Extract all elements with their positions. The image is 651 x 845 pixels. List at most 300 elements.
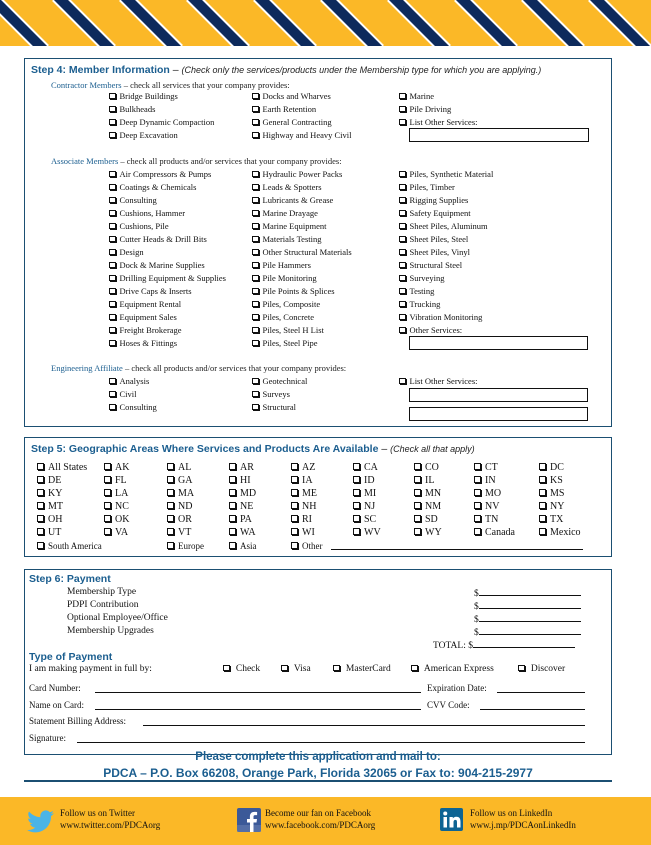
checkbox-label: Deep Dynamic Compaction <box>119 117 215 127</box>
diagonal-stripes <box>0 0 651 46</box>
geo-area-checkbox[interactable] <box>37 540 102 552</box>
checkbox-icon <box>109 378 116 385</box>
contractor-service-checkbox[interactable] <box>109 104 155 115</box>
checkbox-icon <box>518 665 525 672</box>
geo-area-checkbox[interactable] <box>229 475 251 487</box>
checkbox-icon <box>291 476 298 483</box>
checkbox-label: Vibration Monitoring <box>409 312 483 322</box>
geo-area-checkbox[interactable] <box>167 462 191 474</box>
contractor-service-checkbox[interactable] <box>252 130 352 141</box>
checkbox-label: Marine Drayage <box>262 208 318 218</box>
associate-service-checkbox[interactable] <box>399 182 455 193</box>
associate-service-checkbox[interactable] <box>399 260 462 271</box>
associate-service-checkbox[interactable] <box>252 338 318 349</box>
checkbox-label: Mexico <box>550 527 581 538</box>
geo-area-checkbox[interactable] <box>539 527 581 539</box>
associate-service-checkbox[interactable] <box>109 221 169 232</box>
checkbox-icon <box>252 288 259 295</box>
checkbox-label: Bridge Buildings <box>119 91 178 101</box>
checkbox-label: Other <box>302 541 323 551</box>
checkbox-icon <box>109 171 116 178</box>
associate-service-checkbox[interactable] <box>109 234 207 245</box>
engineering-service-checkbox[interactable] <box>252 376 307 387</box>
checkbox-icon <box>252 197 259 204</box>
associate-service-checkbox[interactable] <box>252 286 335 297</box>
associate-service-checkbox[interactable] <box>399 221 488 232</box>
checkbox-label: FL <box>115 475 127 486</box>
checkbox-label: Piles, Synthetic Material <box>409 169 494 179</box>
geo-area-checkbox[interactable] <box>353 475 375 487</box>
checkbox-label: MN <box>425 488 442 499</box>
geo-area-checkbox[interactable] <box>104 527 128 539</box>
associate-service-checkbox[interactable] <box>399 299 440 310</box>
checkbox-icon <box>252 301 259 308</box>
checkbox-label: Hydraulic Power Packs <box>262 169 343 179</box>
checkbox-icon <box>167 515 174 522</box>
engineering-service-checkbox[interactable] <box>109 376 149 387</box>
engineering-service-checkbox[interactable] <box>252 389 290 400</box>
geo-area-checkbox[interactable] <box>539 501 564 513</box>
associate-service-checkbox[interactable] <box>252 325 324 336</box>
twitter-bird-icon[interactable] <box>25 810 55 834</box>
checkbox-icon <box>399 223 406 230</box>
checkbox-label: NM <box>425 501 442 512</box>
geo-area-checkbox[interactable] <box>353 527 381 539</box>
checkbox-label: AK <box>115 462 130 473</box>
checkbox-label: Equipment Sales <box>119 312 177 322</box>
checkbox-icon <box>539 515 546 522</box>
geo-area-checkbox[interactable] <box>167 514 192 526</box>
checkbox-icon <box>252 132 259 139</box>
checkbox-icon <box>223 665 230 672</box>
checkbox-label: Cushions, Pile <box>119 221 169 231</box>
payment-visa-checkbox[interactable]: Visa <box>281 664 311 675</box>
geo-area-checkbox[interactable] <box>291 514 312 526</box>
associate-service-checkbox[interactable] <box>109 338 177 349</box>
checkbox-label: Coatings & Chemicals <box>119 182 197 192</box>
contractor-service-checkbox[interactable] <box>252 104 316 115</box>
engineering-other-services-input-1[interactable] <box>409 388 588 402</box>
checkbox-icon <box>109 327 116 334</box>
associate-service-checkbox[interactable] <box>252 221 326 232</box>
checkbox-label: Equipment Rental <box>119 299 182 309</box>
checkbox-label: ID <box>364 475 375 486</box>
checkbox-label: NE <box>240 501 254 512</box>
engineering-service-checkbox[interactable] <box>109 389 137 400</box>
checkbox-label: List Other Services: <box>409 376 478 386</box>
signature-input[interactable] <box>77 742 585 743</box>
checkbox-label: IA <box>302 475 313 486</box>
geo-area-checkbox[interactable] <box>414 475 434 487</box>
geo-area-checkbox[interactable] <box>353 501 375 513</box>
type-of-payment-title: Type of Payment <box>29 651 113 663</box>
checkbox-label: Pile Driving <box>409 104 452 114</box>
geo-area-checkbox[interactable] <box>291 540 323 552</box>
geo-area-checkbox[interactable] <box>37 462 87 474</box>
associate-service-checkbox[interactable] <box>252 208 318 219</box>
geo-area-checkbox[interactable] <box>474 527 515 539</box>
contractor-other-services-input[interactable] <box>409 128 589 142</box>
associate-service-checkbox[interactable] <box>399 312 482 323</box>
checkbox-label: All States <box>48 462 88 473</box>
checkbox-icon <box>109 340 116 347</box>
associate-service-checkbox[interactable] <box>252 182 322 193</box>
checkbox-icon <box>37 489 44 496</box>
checkbox-icon <box>229 463 236 470</box>
fee-label-optional-employee: Optional Employee/Office <box>67 613 168 623</box>
checkbox-icon <box>229 542 236 549</box>
checkbox-label: CA <box>364 462 378 473</box>
contractor-service-checkbox[interactable] <box>109 91 178 102</box>
checkbox-icon <box>37 515 44 522</box>
associate-service-checkbox[interactable] <box>109 299 181 310</box>
associate-service-checkbox[interactable] <box>252 195 333 206</box>
geo-area-checkbox[interactable] <box>539 488 564 500</box>
checkbox-label: CT <box>485 462 498 473</box>
associate-other-services-input[interactable] <box>409 336 588 350</box>
engineering-service-checkbox[interactable] <box>252 402 296 413</box>
associate-service-checkbox[interactable] <box>252 299 320 310</box>
geo-area-checkbox[interactable] <box>229 540 257 552</box>
fee-amount-pdpi-contribution[interactable]: $ <box>474 600 581 612</box>
checkbox-icon <box>474 463 481 470</box>
checkbox-label: Bulkheads <box>119 104 156 114</box>
checkbox-icon <box>167 476 174 483</box>
geo-area-checkbox[interactable] <box>291 475 313 487</box>
geo-area-checkbox[interactable] <box>539 462 564 474</box>
step5-title: Step 5: Geographic Areas Where Services and Products Are Available – (Check all that apply) <box>31 443 475 455</box>
checkbox-label: Freight Brokerage <box>119 325 182 335</box>
twitter-link[interactable]: Follow us on Twitter www.twitter.com/PDCAorg <box>60 808 161 830</box>
checkbox-label: Analysis <box>119 376 150 386</box>
associate-service-checkbox[interactable] <box>399 208 471 219</box>
checkbox-icon <box>353 515 360 522</box>
associate-service-checkbox[interactable] <box>109 208 185 219</box>
geo-area-checkbox[interactable] <box>353 488 376 500</box>
checkbox-label: MS <box>550 488 565 499</box>
checkbox-label: MO <box>485 488 502 499</box>
geo-area-checkbox[interactable] <box>37 475 61 487</box>
geo-area-checkbox[interactable] <box>353 514 376 526</box>
checkbox-icon <box>399 197 406 204</box>
associate-service-checkbox[interactable] <box>109 247 144 258</box>
checkbox-label: Safety Equipment <box>409 208 471 218</box>
checkbox-icon <box>37 476 44 483</box>
checkbox-label: LA <box>115 488 129 499</box>
name-on-card-input[interactable] <box>95 709 421 710</box>
geo-area-checkbox[interactable] <box>353 462 378 474</box>
checkbox-icon <box>474 489 481 496</box>
associate-service-checkbox[interactable] <box>109 325 182 336</box>
geo-area-checkbox[interactable] <box>291 488 317 500</box>
geo-area-checkbox[interactable] <box>104 514 129 526</box>
checkbox-icon <box>291 542 298 549</box>
geo-area-checkbox[interactable] <box>37 527 61 539</box>
associate-service-checkbox[interactable] <box>109 286 192 297</box>
geo-area-checkbox[interactable] <box>539 514 563 526</box>
fee-amount-optional-employee[interactable]: $ <box>474 613 581 625</box>
checkbox-label: List Other Services: <box>409 117 478 127</box>
checkbox-icon <box>252 93 259 100</box>
checkbox-icon <box>399 236 406 243</box>
checkbox-label: NC <box>115 501 129 512</box>
checkbox-icon <box>474 502 481 509</box>
checkbox-label: IN <box>485 475 496 486</box>
associate-service-checkbox[interactable] <box>399 195 468 206</box>
checkbox-label: Surveys <box>262 389 290 399</box>
checkbox-label: Europe <box>178 541 204 551</box>
checkbox-label: Testing <box>409 286 435 296</box>
geo-area-checkbox[interactable] <box>414 501 441 513</box>
payment-check-checkbox[interactable]: Check <box>223 664 260 675</box>
checkbox-label: OH <box>48 514 63 525</box>
geo-area-checkbox[interactable] <box>167 475 192 487</box>
geo-area-checkbox[interactable] <box>229 462 254 474</box>
associate-service-checkbox[interactable] <box>109 273 226 284</box>
geo-area-checkbox[interactable] <box>229 488 256 500</box>
geo-area-checkbox[interactable] <box>291 462 315 474</box>
step6-panel-bottom-border <box>24 780 612 782</box>
associate-service-checkbox[interactable] <box>399 247 470 258</box>
engineering-service-checkbox[interactable] <box>399 376 477 387</box>
checkbox-icon <box>399 327 406 334</box>
checkbox-icon <box>414 489 421 496</box>
checkbox-label: Piles, Composite <box>262 299 321 309</box>
geo-area-checkbox[interactable] <box>104 462 129 474</box>
geo-area-checkbox[interactable] <box>104 488 128 500</box>
checkbox-icon <box>104 463 111 470</box>
associate-service-checkbox[interactable] <box>109 260 205 271</box>
geo-area-checkbox[interactable] <box>37 501 63 513</box>
checkbox-icon <box>252 106 259 113</box>
checkbox-icon <box>399 249 406 256</box>
checkbox-label: Highway and Heavy Civil <box>262 130 352 140</box>
fee-label-membership-type: Membership Type <box>67 587 137 597</box>
checkbox-label: WY <box>425 527 442 538</box>
checkbox-icon <box>104 528 111 535</box>
checkbox-label: Deep Excavation <box>119 130 178 140</box>
geo-area-checkbox[interactable] <box>167 540 204 552</box>
associate-service-checkbox[interactable] <box>252 312 314 323</box>
checkbox-label: Pile Hammers <box>262 260 311 270</box>
checkbox-label: NJ <box>364 501 376 512</box>
cvv-code-input[interactable] <box>480 709 585 710</box>
fee-amount-membership-upgrades[interactable]: $ <box>474 626 581 638</box>
checkbox-label: SD <box>425 514 438 525</box>
checkbox-icon <box>109 314 116 321</box>
checkbox-label: TN <box>485 514 499 525</box>
step5-geographic-areas-panel <box>24 437 612 557</box>
geo-area-checkbox[interactable] <box>414 488 441 500</box>
checkbox-icon <box>291 528 298 535</box>
checkbox-label: Earth Retention <box>262 104 317 114</box>
geo-area-checkbox[interactable] <box>474 501 499 513</box>
engineering-other-services-input-2[interactable] <box>409 407 588 421</box>
checkbox-icon <box>399 93 406 100</box>
billing-address-input[interactable] <box>143 725 585 726</box>
associate-service-checkbox[interactable] <box>109 312 177 323</box>
geo-area-checkbox[interactable] <box>167 488 194 500</box>
checkbox-icon <box>399 314 406 321</box>
checkbox-label: Piles, Concrete <box>262 312 314 322</box>
fee-amount-membership-type[interactable]: $ <box>474 587 581 599</box>
checkbox-icon <box>37 463 44 470</box>
checkbox-icon <box>109 132 116 139</box>
checkbox-icon <box>109 119 116 126</box>
geo-area-checkbox[interactable] <box>414 514 438 526</box>
checkbox-label: Cutter Heads & Drill Bits <box>119 234 207 244</box>
geo-area-checkbox[interactable] <box>291 501 316 513</box>
checkbox-icon <box>109 106 116 113</box>
checkbox-label: GA <box>178 475 193 486</box>
checkbox-icon <box>109 391 116 398</box>
checkbox-icon <box>539 463 546 470</box>
checkbox-icon <box>414 502 421 509</box>
checkbox-label: PA <box>240 514 252 525</box>
geo-area-checkbox[interactable] <box>474 462 498 474</box>
checkbox-label: Sheet Piles, Steel <box>409 234 469 244</box>
checkbox-icon <box>353 489 360 496</box>
checkbox-icon <box>291 463 298 470</box>
checkbox-label: Lubricants & Grease <box>262 195 334 205</box>
geo-area-checkbox[interactable] <box>167 527 191 539</box>
checkbox-icon <box>229 528 236 535</box>
geo-area-checkbox[interactable] <box>414 462 439 474</box>
fee-label-pdpi-contribution: PDPI Contribution <box>67 600 139 610</box>
checkbox-icon <box>399 106 406 113</box>
checkbox-icon <box>252 327 259 334</box>
geo-area-checkbox[interactable] <box>414 527 442 539</box>
checkbox-label: HI <box>240 475 251 486</box>
facebook-link[interactable]: Become our fan on Facebook www.facebook.com/PDCAorg <box>265 808 376 830</box>
contractor-service-checkbox[interactable] <box>252 117 332 128</box>
cvv-code-label: CVV Code: <box>427 700 470 710</box>
checkbox-label: Design <box>119 247 144 257</box>
mail-address: PDCA – P.O. Box 66208, Orange Park, Florida 32065 or Fax to: 904-215-2977 <box>103 766 533 780</box>
checkbox-icon <box>539 502 546 509</box>
checkbox-label: Civil <box>119 389 137 399</box>
checkbox-icon <box>37 528 44 535</box>
associate-service-checkbox[interactable] <box>252 169 342 180</box>
payment-discover-checkbox[interactable]: Discover <box>518 664 565 675</box>
engineering-service-checkbox[interactable] <box>109 402 157 413</box>
checkbox-icon <box>539 489 546 496</box>
contractor-service-checkbox[interactable] <box>109 130 178 141</box>
checkbox-label: DE <box>48 475 62 486</box>
contractor-service-checkbox[interactable] <box>252 91 331 102</box>
associate-service-checkbox[interactable] <box>252 234 321 245</box>
checkbox-icon <box>252 210 259 217</box>
geo-area-checkbox[interactable] <box>167 501 192 513</box>
expiration-date-input[interactable] <box>497 692 585 693</box>
card-number-input[interactable] <box>95 692 421 693</box>
associate-service-checkbox[interactable] <box>252 260 311 271</box>
checkbox-icon <box>539 476 546 483</box>
geo-area-checkbox[interactable] <box>229 527 256 539</box>
checkbox-icon <box>252 262 259 269</box>
geo-area-checkbox[interactable] <box>291 527 315 539</box>
associate-service-checkbox[interactable] <box>399 169 493 180</box>
step6-payment-panel <box>24 569 612 755</box>
checkbox-label: SC <box>364 514 377 525</box>
checkbox-label: NY <box>550 501 565 512</box>
payment-amex-checkbox[interactable]: American Express <box>411 664 494 675</box>
associate-service-checkbox[interactable] <box>109 169 211 180</box>
geo-area-checkbox[interactable] <box>104 475 127 487</box>
geo-area-checkbox[interactable] <box>229 501 253 513</box>
fee-total[interactable]: TOTAL: $ <box>433 639 575 651</box>
geo-area-checkbox[interactable] <box>37 488 62 500</box>
geo-area-checkbox[interactable] <box>539 475 563 487</box>
checkbox-icon <box>104 476 111 483</box>
contractor-service-checkbox[interactable] <box>399 104 451 115</box>
associate-service-checkbox[interactable] <box>252 273 317 284</box>
checkbox-label: General Contracting <box>262 117 332 127</box>
checkbox-icon <box>252 119 259 126</box>
geo-area-checkbox[interactable] <box>37 514 62 526</box>
expiration-date-label: Expiration Date: <box>427 683 487 693</box>
geo-area-checkbox[interactable] <box>474 488 501 500</box>
checkbox-icon <box>399 378 406 385</box>
associate-service-checkbox[interactable] <box>109 195 157 206</box>
geo-area-checkbox[interactable] <box>474 475 496 487</box>
checkbox-label: MD <box>240 488 257 499</box>
facebook-icon[interactable] <box>237 808 261 832</box>
contractor-service-checkbox[interactable] <box>399 117 477 128</box>
checkbox-label: UT <box>48 527 62 538</box>
checkbox-icon <box>399 262 406 269</box>
checkbox-label: TX <box>550 514 564 525</box>
checkbox-label: NH <box>302 501 317 512</box>
checkbox-label: South America <box>48 541 102 551</box>
checkbox-icon <box>291 502 298 509</box>
signature-label: Signature: <box>29 733 66 743</box>
associate-service-checkbox[interactable] <box>399 273 444 284</box>
geo-other-input-line[interactable] <box>331 549 583 550</box>
associate-service-checkbox[interactable] <box>399 286 434 297</box>
contractor-service-checkbox[interactable] <box>399 91 434 102</box>
checkbox-icon <box>252 236 259 243</box>
linkedin-icon[interactable] <box>440 808 463 831</box>
linkedin-link[interactable]: Follow us on LinkedIn www.j.mp/PDCAonLinkedIn <box>470 808 576 830</box>
geo-area-checkbox[interactable] <box>474 514 498 526</box>
checkbox-icon <box>109 404 116 411</box>
checkbox-icon <box>109 223 116 230</box>
checkbox-label: AR <box>240 462 254 473</box>
checkbox-label: MI <box>364 488 377 499</box>
geo-area-checkbox[interactable] <box>229 514 252 526</box>
checkbox-icon <box>414 515 421 522</box>
checkbox-icon <box>104 489 111 496</box>
associate-service-checkbox[interactable] <box>252 247 352 258</box>
checkbox-icon <box>399 171 406 178</box>
checkbox-icon <box>109 301 116 308</box>
payment-mastercard-checkbox[interactable]: MasterCard <box>333 664 391 675</box>
associate-service-checkbox[interactable] <box>109 182 196 193</box>
checkbox-icon <box>109 262 116 269</box>
associate-service-checkbox[interactable] <box>399 325 462 336</box>
checkbox-icon <box>104 515 111 522</box>
checkbox-label: Sheet Piles, Aluminum <box>409 221 488 231</box>
checkbox-icon <box>109 93 116 100</box>
contractor-service-checkbox[interactable] <box>109 117 214 128</box>
checkbox-icon <box>252 184 259 191</box>
checkbox-label: Canada <box>485 527 515 538</box>
associate-service-checkbox[interactable] <box>399 234 468 245</box>
geo-area-checkbox[interactable] <box>104 501 129 513</box>
checkbox-label: Drilling Equipment & Supplies <box>119 273 226 283</box>
checkbox-icon <box>252 378 259 385</box>
